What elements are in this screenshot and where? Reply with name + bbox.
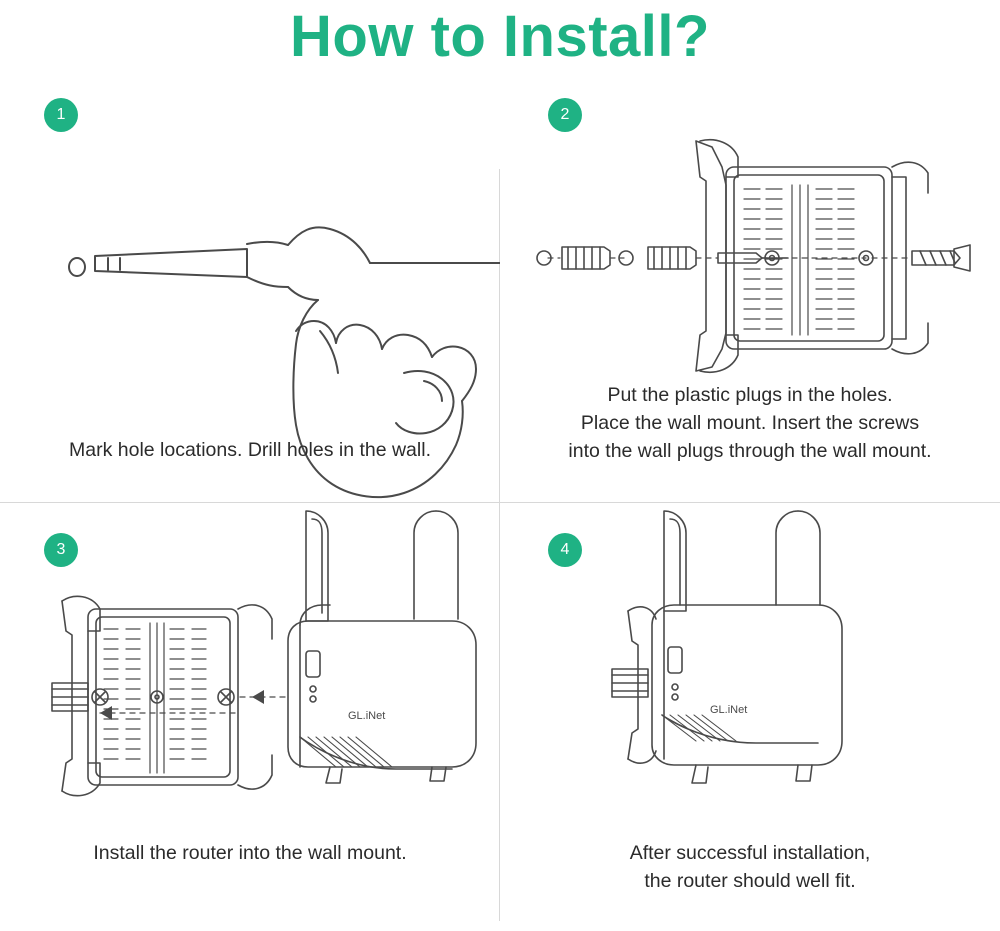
- step-number-badge: 3: [44, 533, 78, 567]
- step-caption: [500, 381, 1000, 466]
- caption-line: Place the wall mount. Insert the screws: [580, 411, 920, 434]
- step-caption: [0, 436, 500, 464]
- step-caption: [500, 839, 1000, 896]
- step-caption: [0, 839, 500, 867]
- step-number-badge: 2: [548, 98, 582, 132]
- caption-line: the router should well fit.: [644, 869, 856, 892]
- step-number-badge: 4: [548, 533, 582, 567]
- caption-line: into the wall plugs through the wall mount.: [568, 440, 932, 463]
- page-title: How to Install?: [290, 4, 710, 69]
- step-1: [0, 81, 500, 501]
- caption-line: Mark hole locations. Drill holes in the wall.: [69, 438, 431, 461]
- step-4: [500, 501, 1000, 921]
- caption-line: After successful installation,: [629, 841, 871, 864]
- step-2: [500, 81, 1000, 501]
- brand-label: GL.iNet: [348, 709, 386, 722]
- step-3: [0, 501, 500, 921]
- brand-label: GL.iNet: [710, 703, 748, 716]
- caption-line: Install the router into the wall mount.: [93, 841, 407, 864]
- step-number-badge: 1: [44, 98, 78, 132]
- caption-line: Put the plastic plugs in the holes.: [607, 383, 893, 406]
- steps-grid: [0, 81, 1000, 921]
